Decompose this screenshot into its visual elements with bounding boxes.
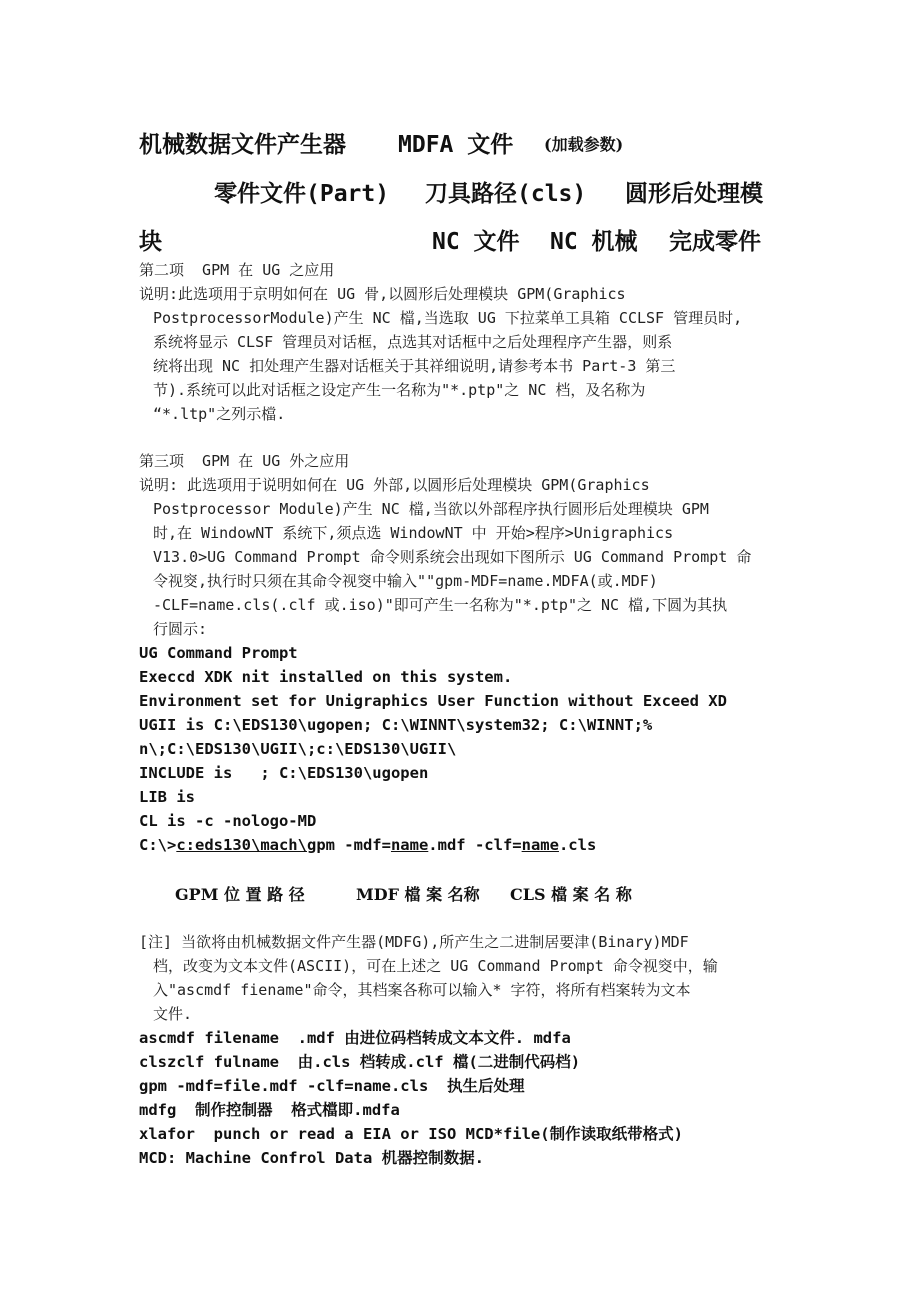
- console-line: LIB is: [139, 788, 195, 806]
- heading-line1-a: 机械数据文件产生器: [139, 132, 346, 158]
- label-mdf-name: MDF 檔 案 名称: [356, 885, 480, 904]
- section3-line: -CLF=name.cls(.clf 或.iso)"即可产生一名称为"*.ptp"之 NC 檔,下圆为其执: [153, 596, 728, 614]
- heading-line1-b: MDFA 文件: [398, 132, 514, 158]
- command-line: clszclf fulname 由.cls 档转成.clf 檔(二进制代码档): [139, 1053, 581, 1071]
- console-line: CL is -c -nologo-MD: [139, 812, 317, 830]
- heading-line3-b: NC 文件: [432, 229, 520, 255]
- commands-list: [139, 1026, 789, 1170]
- console-line: Environment set for Unigraphics User Function without Exceed XD: [139, 692, 727, 710]
- cmd-part: pm -mdf=: [316, 836, 391, 854]
- section3-line: V13.0>UG Command Prompt 命令则系统会出现如下图所示 UG Command Prompt 命: [153, 548, 752, 566]
- section3-line: 行圆示:: [153, 620, 208, 638]
- section2-line: “*.ltp"之列示檔.: [153, 405, 286, 423]
- section2-line: 统将出现 NC 扣处理产生器对话框关于其祥细说明,请参考本书 Part-3 第三: [153, 357, 676, 375]
- console-line: UGII is C:\EDS130\ugopen; C:\WINNT\system32; C:\WINNT;%: [139, 716, 653, 734]
- console-line: n\;C:\EDS130\UGII\;c:\EDS130\UGII\: [139, 740, 457, 758]
- cmd-part: .mdf -clf=: [428, 836, 522, 854]
- section3-line: 时,在 WindowNT 系统下,须点选 WindowNT 中 开始>程序>Unigraphics: [153, 524, 674, 542]
- cmd-prompt: C:\>: [139, 836, 177, 854]
- console-line: INCLUDE is ; C:\EDS130\ugopen: [139, 764, 429, 782]
- section3-line: Postprocessor Module)产生 NC 檔,当欲以外部程序执行圆形后处理模块 GPM: [153, 500, 709, 518]
- console-command-line: [139, 833, 789, 857]
- heading-line3-a: 块: [139, 229, 162, 255]
- note-line: 入"ascmdf fiename"命令，其档案各称可以输入* 字符，将所有档案转为文本: [153, 981, 691, 999]
- section3: [139, 449, 789, 641]
- cmd-cls-name: name: [521, 836, 559, 854]
- section3-line: 令视窔,执行时只须在其命令视窔中输入""gpm-MDF=name.MDFA(或.MDF): [153, 572, 658, 590]
- note-line: 文件.: [153, 1005, 193, 1023]
- section2: [139, 258, 789, 426]
- section2-line: 说明:此选项用于京明如何在 UG 骨,以圆形后处理模块 GPM(Graphics: [139, 285, 626, 303]
- cmd-part: .cls: [558, 836, 597, 854]
- cmd-mdf-name: name: [390, 836, 429, 854]
- section2-line: 节).系统可以此对话框之设定产生一名称为"*.ptp"之 NC 档，及名称为: [153, 381, 646, 399]
- command-line: MCD: Machine Confrol Data 机器控制数据.: [139, 1149, 484, 1167]
- heading-line2-a: 零件文件(Part): [214, 181, 390, 207]
- command-line: xlafor punch or read a EIA or ISO MCD*file(制作读取纸带格式): [139, 1125, 683, 1143]
- section2-line: 系统将显示 CLSF 管理员对话框，点选其对话框中之后处理程序产生器，则系: [153, 333, 673, 351]
- label-cls-name: CLS 檔 案 名 称: [510, 885, 632, 904]
- section3-line: 说明: 此选项用于说明如何在 UG 外部,以圆形后处理模块 GPM(Graphics: [139, 476, 650, 494]
- console-line: UG Command Prompt: [139, 644, 298, 662]
- cmd-path: c:eds130\mach\g: [176, 836, 317, 854]
- heading-line3-c: NC 机械: [550, 229, 638, 255]
- heading-line2-c: 圆形后处理模: [625, 181, 763, 207]
- console-output: [139, 641, 789, 857]
- heading-line3-d: 完成零件: [669, 229, 761, 255]
- command-line: ascmdf filename .mdf 由进位码档转成文本文件. mdfa: [139, 1029, 571, 1047]
- console-line: Execcd XDK nit installed on this system.: [139, 668, 513, 686]
- section2-title: 第二项 GPM 在 UG 之应用: [139, 261, 335, 279]
- note-line: [注] 当欲将由机械数据文件产生器(MDFG),所产生之二进制居要津(Binary)MDF: [139, 933, 689, 951]
- command-line: mdfg 制作控制器 格式檔即.mdfa: [139, 1101, 400, 1119]
- heading-line2-b: 刀具路径(cls): [425, 181, 587, 207]
- section3-title: 第三项 GPM 在 UG 外之应用: [139, 452, 350, 470]
- command-line: gpm -mdf=file.mdf -clf=name.cls 执生后处理: [139, 1077, 525, 1095]
- note: [139, 930, 789, 1026]
- heading-line1-c: (加载参数): [544, 135, 624, 154]
- note-line: 档，改变为文本文件(ASCII)，可在上述之 UG Command Prompt 命令视窔中，输: [153, 957, 718, 975]
- label-gpm-path: GPM 位 置 路 径: [175, 885, 305, 904]
- section2-line: PostprocessorModule)产生 NC 檔,当选取 UG 下拉菜单工具箱 CCLSF 管理员时,: [153, 309, 743, 327]
